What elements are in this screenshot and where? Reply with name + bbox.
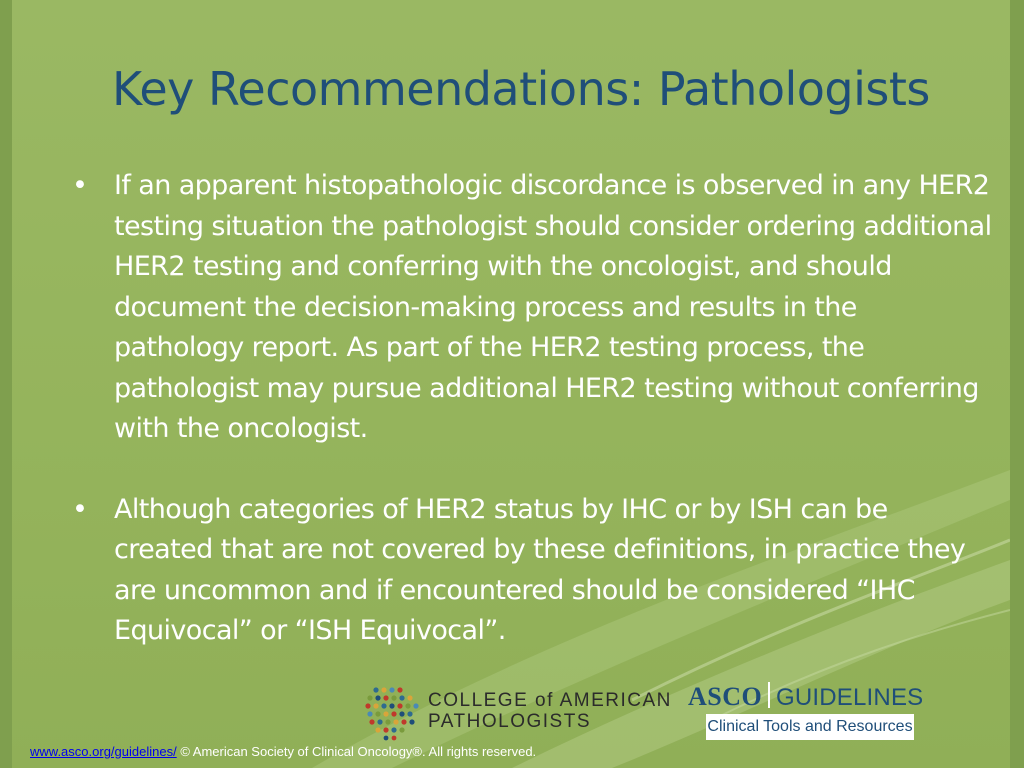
cap-logo-text: [428, 690, 672, 732]
bullet-list: [72, 166, 992, 652]
guidelines-link[interactable]: www.asco.org/guidelines/: [30, 744, 177, 759]
logo-bar: [362, 680, 922, 750]
footer: [30, 744, 536, 759]
bullet-text: If an apparent histopathologic discordance is observed in any HER2 testing situation the pathologist should consider ordering additional HER2 testing and conferring with the oncologist, and should document the decision-making process and results in the pathology report. As part of the HER2 testing process, the pathologist may pursue additional HER2 testing without conferring with the oncologist.: [114, 170, 992, 444]
bullet-text: Although categories of HER2 status by IHC or by ISH can be created that are not covered by these definitions, in practice they are uncommon and if encountered should be considered “IHC Equivocal” or “ISH Equivocal”.: [114, 493, 966, 646]
bullet-item: [72, 166, 992, 450]
bullet-marker: •: [72, 493, 88, 525]
cap-logo-icon: [362, 682, 422, 742]
asco-guidelines-logo: [684, 680, 924, 742]
cap-name-line1: COLLEGE of AMERICAN: [428, 690, 672, 711]
bullet-marker: •: [72, 170, 88, 201]
bullet-item: [72, 490, 992, 652]
slide-left-border: [0, 0, 12, 768]
cap-name-line2: PATHOLOGISTS: [428, 711, 591, 732]
slide-title: Key Recommendations: Pathologists: [112, 62, 930, 116]
asco-wordmark: ASCO: [688, 682, 763, 711]
guidelines-wordmark: GUIDELINES: [776, 684, 924, 711]
copyright-text: © American Society of Clinical Oncology®. All rights reserved.: [176, 744, 537, 759]
guidelines-divider-icon: [764, 680, 774, 710]
slide: [12, 0, 1010, 768]
slide-right-border: [1010, 0, 1024, 768]
asco-subtitle: Clinical Tools and Resources: [706, 714, 914, 740]
